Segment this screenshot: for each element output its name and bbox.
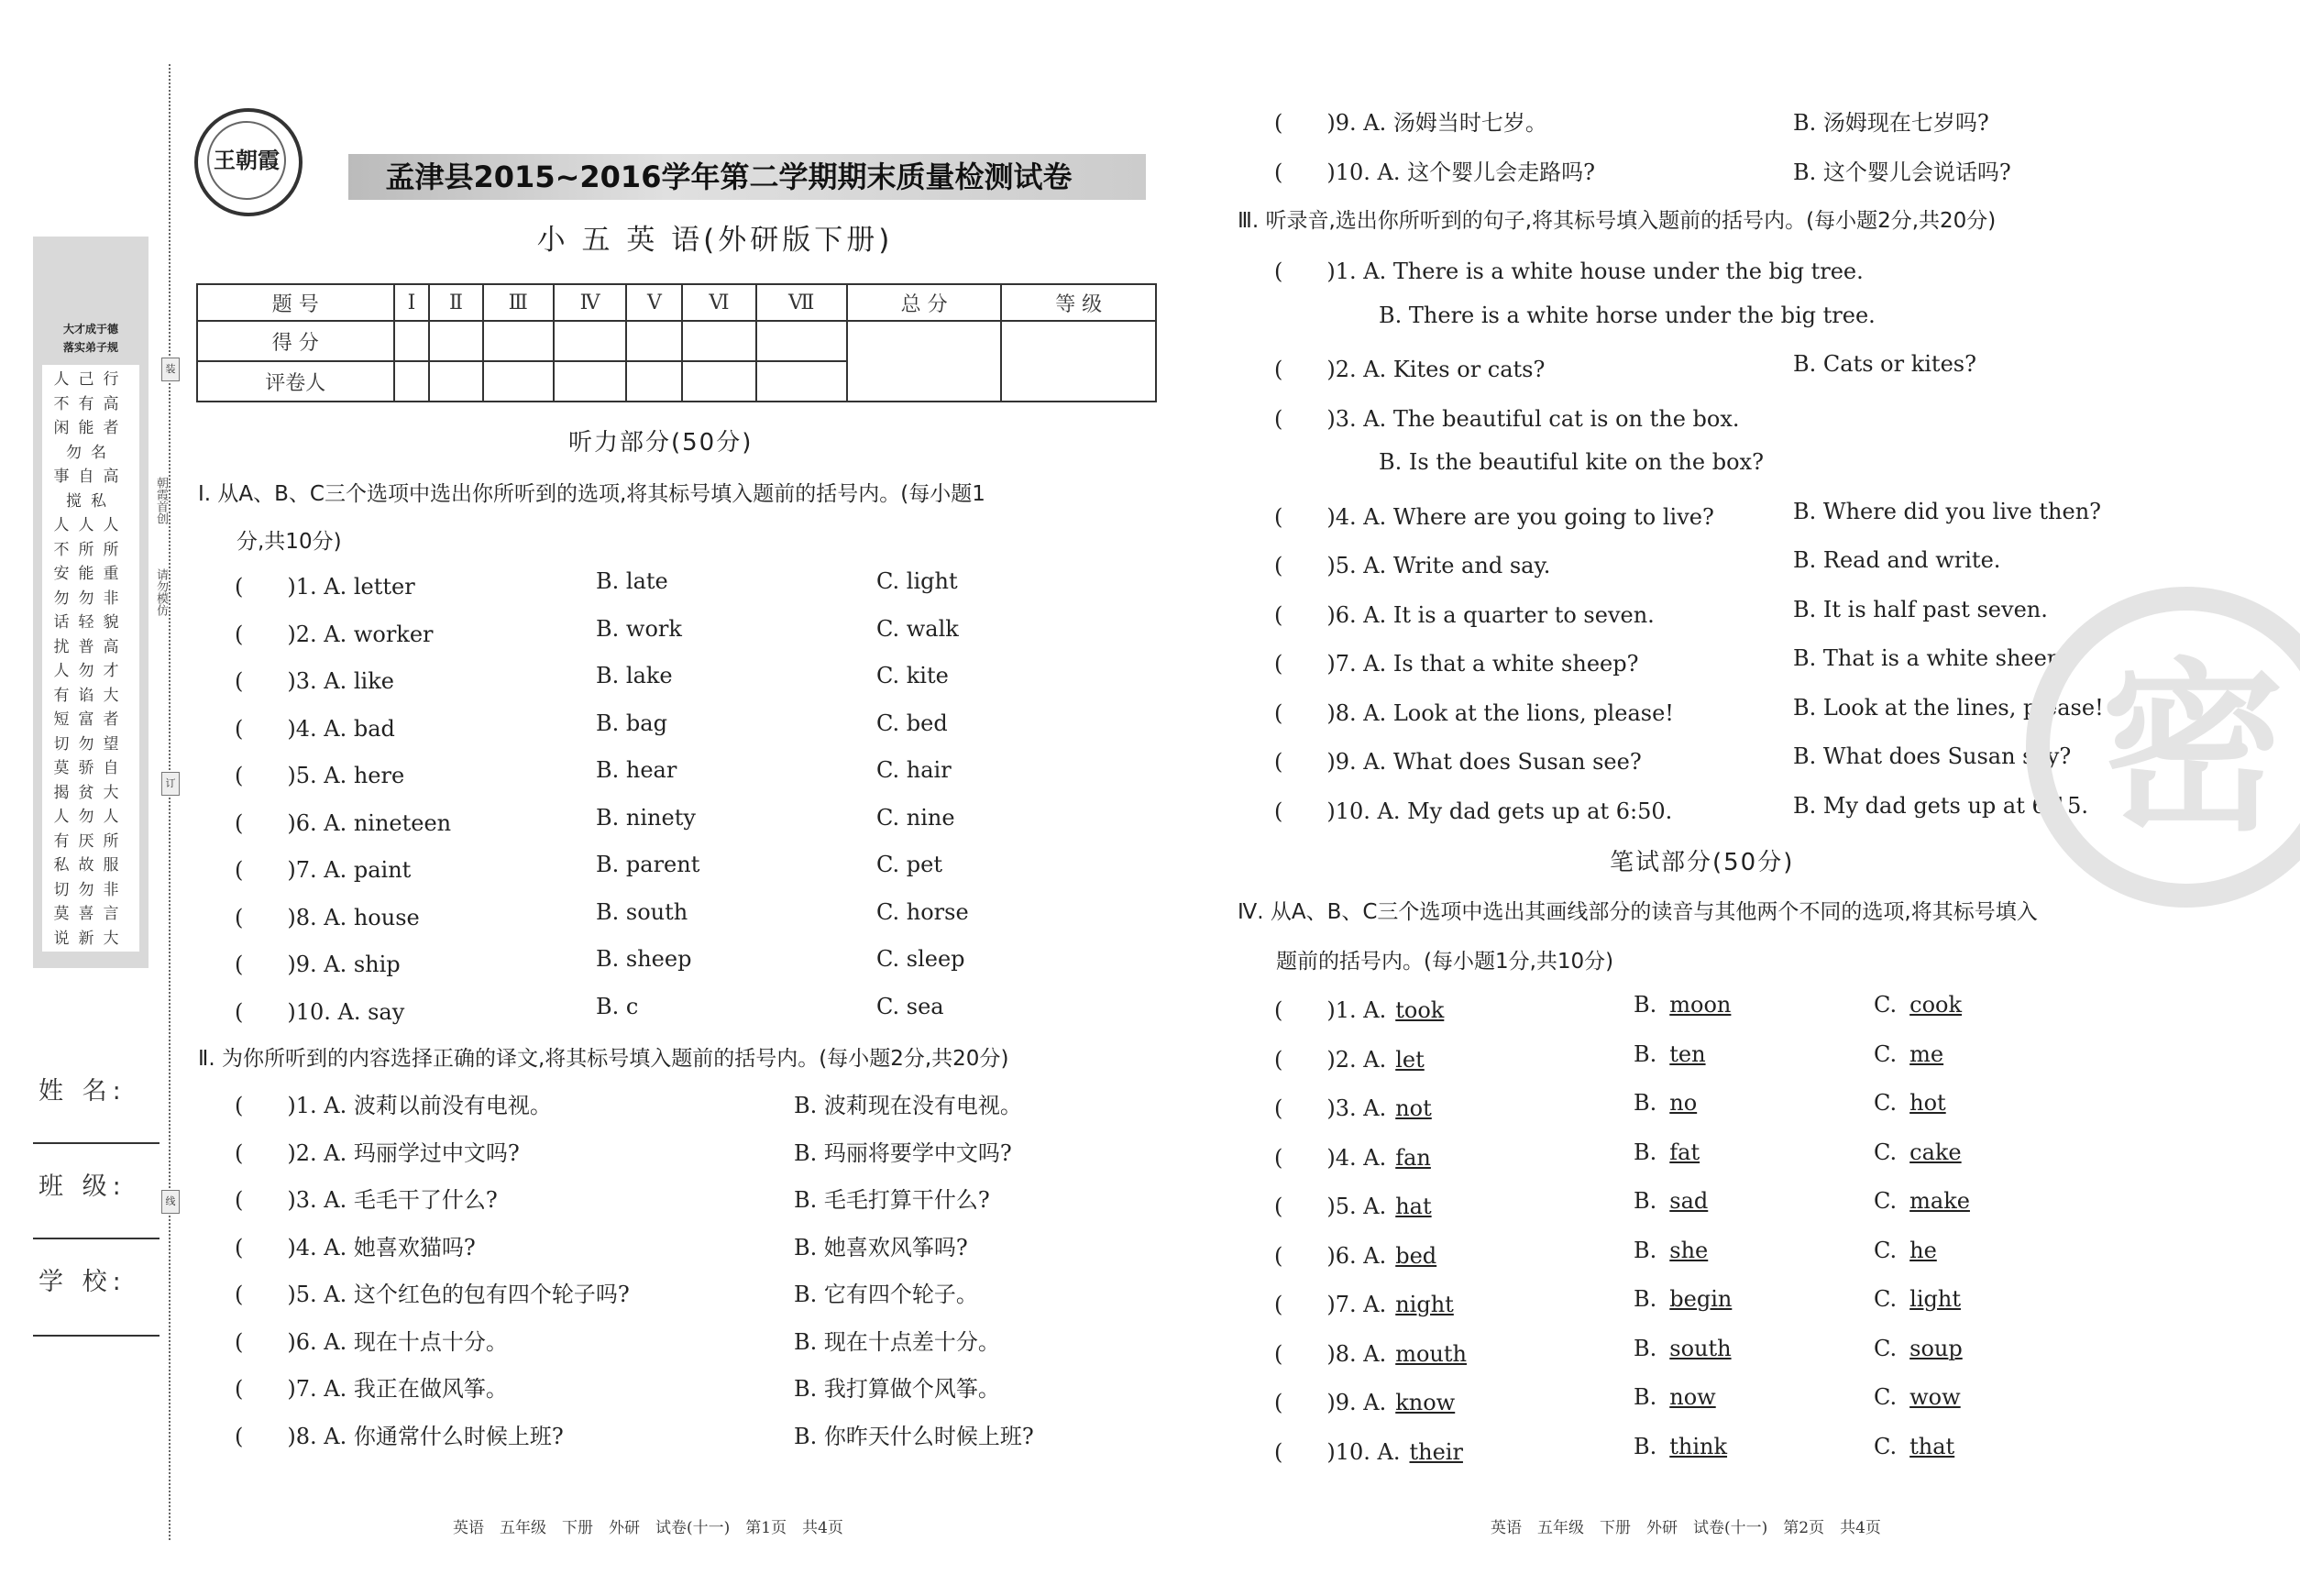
option-b: B. 它有四个轮子。	[794, 1282, 978, 1307]
motto-line: 揭贫大	[53, 783, 128, 802]
option-b-letter: B.	[1634, 1237, 1657, 1263]
binding-dotted-line	[169, 64, 171, 1540]
option-c-letter: C.	[1874, 1237, 1898, 1263]
section4-heading-cont: 题前的括号内。(每小题1分,共10分)	[1276, 950, 1614, 974]
motto-line: 人人人	[53, 516, 128, 534]
question-item[interactable]: ( )1. A. letter	[235, 574, 415, 600]
score-table	[196, 283, 1157, 402]
motto-line: 人勿才	[53, 662, 128, 680]
option-b: B. work	[596, 615, 682, 642]
vertical-note-1: 朝霞首创	[154, 477, 168, 524]
school-line[interactable]	[33, 1335, 160, 1337]
option-c-word: wow	[1909, 1384, 1961, 1410]
option-b-letter: B.	[1634, 1286, 1657, 1312]
option-c	[1874, 1139, 1962, 1165]
option-b: B. What does Susan say?	[1793, 743, 2072, 769]
question-item[interactable]: ( )8. A. 你通常什么时候上班?	[235, 1423, 564, 1449]
question-number: ( )8. A.	[1274, 1340, 1387, 1367]
motto-line: 莫喜言	[53, 905, 128, 923]
question-item[interactable]: ( )2. A. Kites or cats?	[1274, 357, 1546, 382]
option-c-word: cook	[1909, 992, 1963, 1018]
option-b-word: begin	[1669, 1286, 1733, 1312]
motto-line: 勿勿非	[53, 589, 128, 608]
option-b: B. 现在十点差十分。	[794, 1328, 1000, 1355]
question-item[interactable]: ( )5. A. Write and say.	[1274, 553, 1551, 578]
question-item[interactable]	[1274, 1434, 1463, 1466]
option-b: B. There is a white horse under the big tree.	[1379, 302, 1876, 328]
motto-line: 私故服	[53, 856, 128, 875]
option-b-word: fat	[1669, 1139, 1700, 1165]
option-c: C. bed	[876, 710, 948, 736]
score-header-cell: Ⅳ	[554, 284, 627, 321]
question-item[interactable]: ( )2. A. 玛丽学过中文吗?	[235, 1139, 520, 1166]
option-b	[1634, 1336, 1732, 1361]
question-item[interactable]	[1274, 1384, 1455, 1416]
option-c: C. pet	[876, 852, 942, 877]
option-a-word: bed	[1395, 1242, 1437, 1269]
question-item[interactable]: ( )6. A. nineteen	[235, 809, 452, 836]
motto-line: 莫骄自	[53, 759, 128, 777]
question-item[interactable]: ( )3. A. The beautiful cat is on the box.	[1274, 405, 1740, 432]
score-header-cell: 总 分	[847, 284, 1002, 321]
option-b: B. late	[596, 568, 668, 594]
option-b: B. 汤姆现在七岁吗?	[1793, 110, 1989, 136]
option-c-word: me	[1909, 1040, 1944, 1067]
option-b: B. parent	[596, 852, 700, 877]
question-item[interactable]	[1274, 1041, 1425, 1073]
question-item[interactable]: ( )1. A. 波莉以前没有电视。	[235, 1093, 552, 1118]
question-item[interactable]	[1274, 1336, 1467, 1368]
question-item[interactable]: ( )4. A. bad	[235, 715, 395, 742]
question-item[interactable]	[1274, 1286, 1454, 1318]
option-b: B. 你昨天什么时候上班?	[794, 1423, 1034, 1449]
motto-line: 不有高	[53, 394, 128, 413]
question-item[interactable]: ( )4. A. 她喜欢猫吗?	[235, 1234, 476, 1260]
score-header-cell: Ⅱ	[429, 284, 482, 321]
option-b: B. Read and write.	[1793, 547, 2001, 573]
option-c-letter: C.	[1874, 1384, 1898, 1410]
question-number: ( )4. A.	[1274, 1144, 1387, 1171]
page-title: 孟津县2015~2016学年第二学期期末质量检测试卷	[385, 160, 1073, 194]
question-item[interactable]: ( )5. A. here	[235, 763, 405, 788]
option-c: C. sea	[876, 993, 944, 1019]
option-b	[1634, 1384, 1716, 1410]
name-label: 姓 名:	[39, 1077, 127, 1106]
option-b: B. 毛毛打算干什么?	[794, 1187, 990, 1213]
class-line[interactable]	[33, 1238, 160, 1239]
question-item[interactable]: ( )8. A. house	[235, 904, 420, 930]
option-b	[1634, 1286, 1732, 1312]
motto-line: 人己行	[53, 370, 128, 389]
option-b-letter: B.	[1634, 1139, 1657, 1165]
option-c-word: cake	[1909, 1139, 1962, 1165]
name-line[interactable]	[33, 1142, 160, 1144]
option-c-word: hot	[1909, 1090, 1946, 1116]
option-c-letter: C.	[1874, 1335, 1898, 1361]
option-b-word: south	[1669, 1335, 1732, 1361]
option-b-letter: B.	[1634, 1335, 1657, 1361]
option-b: B. 她喜欢风筝吗?	[794, 1234, 968, 1260]
option-b: B. My dad gets up at 6:15.	[1793, 792, 2089, 819]
option-b-word: moon	[1669, 992, 1732, 1018]
motto-line: 闲能者	[53, 419, 128, 437]
score-header-cell: Ⅲ	[483, 284, 554, 321]
question-number: ( )2. A.	[1274, 1046, 1387, 1073]
option-a-word: took	[1395, 997, 1445, 1023]
option-b-word: now	[1669, 1384, 1716, 1410]
question-item[interactable]	[1274, 1188, 1432, 1220]
question-item[interactable]: ( )10. A. My dad gets up at 6:50.	[1274, 798, 1673, 824]
vertical-note-2: 请勿模仿	[154, 568, 168, 616]
question-item[interactable]: ( )4. A. Where are you going to live?	[1274, 503, 1714, 530]
question-number: ( )3. A.	[1274, 1095, 1387, 1121]
writing-heading: 笔试部分(50分)	[1610, 849, 1795, 876]
option-c-word: soup	[1909, 1335, 1963, 1361]
option-c	[1874, 1041, 1943, 1067]
option-c-letter: C.	[1874, 1433, 1898, 1459]
question-number: ( )10. A.	[1274, 1438, 1401, 1465]
option-c	[1874, 1336, 1963, 1361]
option-b: B. Where did you live then?	[1793, 498, 2102, 524]
option-b: B. Is the beautiful kite on the box?	[1379, 449, 1764, 475]
binding-marker-3: 线	[161, 1190, 180, 1214]
motto-line: 不所所	[53, 540, 128, 559]
question-item[interactable]: ( )9. A. 汤姆当时七岁。	[1274, 110, 1547, 136]
option-c: C. horse	[876, 898, 969, 925]
option-a-word: let	[1395, 1046, 1425, 1073]
option-c: C. nine	[876, 804, 955, 831]
question-item[interactable]: ( )9. A. What does Susan see?	[1274, 749, 1642, 775]
motto-line: 切勿非	[53, 880, 128, 899]
score-header-cell: Ⅰ	[394, 284, 430, 321]
footer-page-2: 英语 五年级 下册 外研 试卷(十一) 第2页 共4页	[1491, 1519, 1881, 1537]
question-item[interactable]: ( )7. A. Is that a white sheep?	[1274, 651, 1639, 677]
option-a-word: hat	[1395, 1194, 1432, 1219]
question-number: ( )9. A.	[1274, 1390, 1387, 1415]
question-item[interactable]: ( )9. A. ship	[235, 952, 401, 977]
option-b	[1634, 1188, 1708, 1214]
option-c-word: he	[1909, 1237, 1937, 1263]
question-item[interactable]: ( )3. A. 毛毛干了什么?	[235, 1187, 498, 1213]
option-b: B. 我打算做个风筝。	[794, 1376, 1000, 1402]
option-b: B. Look at the lines, please!	[1793, 694, 2104, 721]
option-c-letter: C.	[1874, 1188, 1898, 1214]
score-header-cell: 题 号	[197, 284, 394, 321]
motto-line: 有谄大	[53, 686, 128, 705]
option-c-letter: C.	[1874, 1040, 1898, 1067]
option-b: B. bag	[596, 710, 667, 736]
question-item[interactable]	[1274, 1139, 1431, 1172]
motto-line: 短富者	[53, 710, 128, 729]
option-c-word: light	[1909, 1286, 1961, 1312]
option-b: B. sheep	[596, 946, 692, 972]
question-number: ( )1. A.	[1274, 997, 1387, 1023]
confidential-stamp-char: 密	[2100, 643, 2284, 856]
score-header-cell: 等 级	[1001, 284, 1156, 321]
option-b: B. ninety	[596, 804, 696, 831]
option-b	[1634, 1090, 1697, 1116]
score-header-cell: Ⅶ	[756, 284, 847, 321]
option-b-letter: B.	[1634, 1188, 1657, 1214]
school-label: 学 校:	[39, 1268, 127, 1296]
option-a-word: not	[1395, 1095, 1432, 1121]
option-b: B. c	[596, 993, 639, 1019]
question-item[interactable]	[1274, 992, 1444, 1024]
section4-heading: Ⅳ. 从A、B、C三个选项中选出其画线部分的读音与其他两个不同的选项,将其标号填入	[1238, 900, 2038, 924]
question-item[interactable]: ( )2. A. worker	[235, 621, 434, 647]
option-c: C. hair	[876, 757, 952, 783]
option-b	[1634, 1434, 1727, 1459]
listening-heading: 听力部分(50分)	[568, 429, 754, 457]
option-b	[1634, 1238, 1708, 1263]
brand-logo	[194, 108, 303, 216]
motto-line: 事自高	[53, 468, 128, 486]
option-b: B. Cats or kites?	[1793, 351, 1976, 377]
option-b-letter: B.	[1634, 992, 1657, 1018]
score-row-label: 得 分	[197, 321, 394, 361]
option-c: C. light	[876, 568, 958, 594]
binding-marker-1: 装	[161, 358, 180, 381]
option-b: B. 波莉现在没有电视。	[794, 1093, 1022, 1118]
score-header-cell: Ⅴ	[626, 284, 682, 321]
footer-page-1: 英语 五年级 下册 外研 试卷(十一) 第1页 共4页	[453, 1519, 843, 1537]
question-item[interactable]: ( )6. A. 现在十点十分。	[235, 1328, 508, 1355]
option-b-letter: B.	[1634, 1090, 1657, 1116]
motto-line: 话轻貌	[53, 613, 128, 632]
option-b-letter: B.	[1634, 1433, 1657, 1459]
option-b-word: she	[1669, 1237, 1709, 1263]
option-c: C. kite	[876, 663, 949, 688]
motto-line: 扰普高	[53, 637, 128, 656]
question-item[interactable]	[1274, 1090, 1432, 1122]
option-b	[1634, 1139, 1700, 1165]
section3-heading: Ⅲ. 听录音,选出你所听到的句子,将其标号填入题前的括号内。(每小题2分,共20分)	[1238, 209, 1997, 233]
option-c-word: make	[1909, 1188, 1970, 1214]
option-b: B. south	[596, 898, 688, 925]
question-item[interactable]: ( )10. A. say	[235, 998, 405, 1025]
section2-heading: Ⅱ. 为你所听到的内容选择正确的译文,将其标号填入题前的括号内。(每小题2分,共20分)	[198, 1047, 1009, 1071]
score-header-cell: Ⅵ	[682, 284, 755, 321]
option-c-letter: C.	[1874, 1139, 1898, 1165]
motto-head-1: 大才成于德	[62, 323, 118, 336]
motto-line: 切勿望	[53, 734, 128, 754]
question-item[interactable]: ( )3. A. like	[235, 668, 394, 694]
option-c	[1874, 1090, 1946, 1116]
option-b: B. lake	[596, 663, 673, 688]
option-a-word: know	[1395, 1390, 1456, 1415]
question-number: ( )6. A.	[1274, 1242, 1387, 1269]
grader-row-label: 评卷人	[197, 361, 394, 402]
page-subtitle: 小 五 英 语(外研版下册)	[536, 224, 894, 257]
option-c	[1874, 1238, 1937, 1263]
question-number: ( )5. A.	[1274, 1194, 1387, 1219]
brand-logo-text: 王朝霞	[207, 121, 286, 200]
option-b-letter: B.	[1634, 1040, 1657, 1067]
question-item[interactable]: ( )7. A. paint	[235, 857, 412, 883]
option-c-letter: C.	[1874, 992, 1898, 1018]
question-item[interactable]: ( )5. A. 这个红色的包有四个轮子吗?	[235, 1282, 630, 1307]
option-c	[1874, 1188, 1970, 1214]
option-b: B. 玛丽将要学中文吗?	[794, 1139, 1012, 1166]
option-c: C. walk	[876, 615, 959, 642]
question-item[interactable]: ( )8. A. Look at the lions, please!	[1274, 699, 1674, 726]
option-c	[1874, 1286, 1961, 1312]
motto-line: 说新大	[53, 929, 128, 948]
total-cell[interactable]	[847, 321, 1002, 402]
question-item[interactable]: ( )6. A. It is a quarter to seven.	[1274, 601, 1655, 628]
class-label: 班 级:	[39, 1172, 127, 1201]
motto-head-2: 落实弟子规	[62, 341, 118, 354]
grade-cell[interactable]	[1001, 321, 1156, 402]
option-b: B. It is half past seven.	[1793, 596, 2048, 622]
motto-line: 人勿人	[53, 808, 128, 826]
option-b: B. hear	[596, 757, 677, 783]
option-b-word: ten	[1669, 1040, 1706, 1067]
option-c-word: that	[1909, 1433, 1955, 1459]
option-b-word: think	[1669, 1433, 1728, 1459]
option-b: B. That is a white sheep.	[1793, 645, 2068, 671]
option-b	[1634, 1041, 1706, 1067]
option-a-word: night	[1395, 1292, 1454, 1317]
option-a-word: mouth	[1395, 1340, 1467, 1367]
option-b: B. 这个婴儿会说话吗?	[1793, 159, 2011, 185]
option-a-word: fan	[1395, 1144, 1431, 1171]
option-c	[1874, 1434, 1954, 1459]
question-item[interactable]: ( )7. A. 我正在做风筝。	[235, 1376, 508, 1402]
question-number: ( )7. A.	[1274, 1292, 1387, 1317]
option-c	[1874, 1384, 1961, 1410]
option-c	[1874, 992, 1962, 1018]
question-item[interactable]: ( )10. A. 这个婴儿会走路吗?	[1274, 159, 1595, 185]
option-b	[1634, 992, 1731, 1018]
option-c-letter: C.	[1874, 1286, 1898, 1312]
option-b-letter: B.	[1634, 1384, 1657, 1410]
section1-heading-cont: 分,共10分)	[237, 530, 342, 554]
motto-line: 安能重	[53, 565, 128, 583]
option-c: C. sleep	[876, 946, 965, 972]
question-item[interactable]	[1274, 1238, 1436, 1270]
binding-marker-2: 订	[161, 772, 180, 796]
option-c-letter: C.	[1874, 1090, 1898, 1116]
motto-line: 搅私	[66, 491, 116, 511]
question-item[interactable]: ( )1. A. There is a white house under the big tree.	[1274, 259, 1864, 284]
option-b-word: no	[1669, 1090, 1698, 1116]
motto-line: 勿名	[66, 443, 116, 462]
motto-line: 有厌所	[53, 831, 128, 851]
option-b-word: sad	[1669, 1188, 1709, 1214]
option-a-word: their	[1409, 1438, 1463, 1465]
section1-heading: Ⅰ. 从A、B、C三个选项中选出你所听到的选项,将其标号填入题前的括号内。(每小题1	[198, 482, 985, 506]
